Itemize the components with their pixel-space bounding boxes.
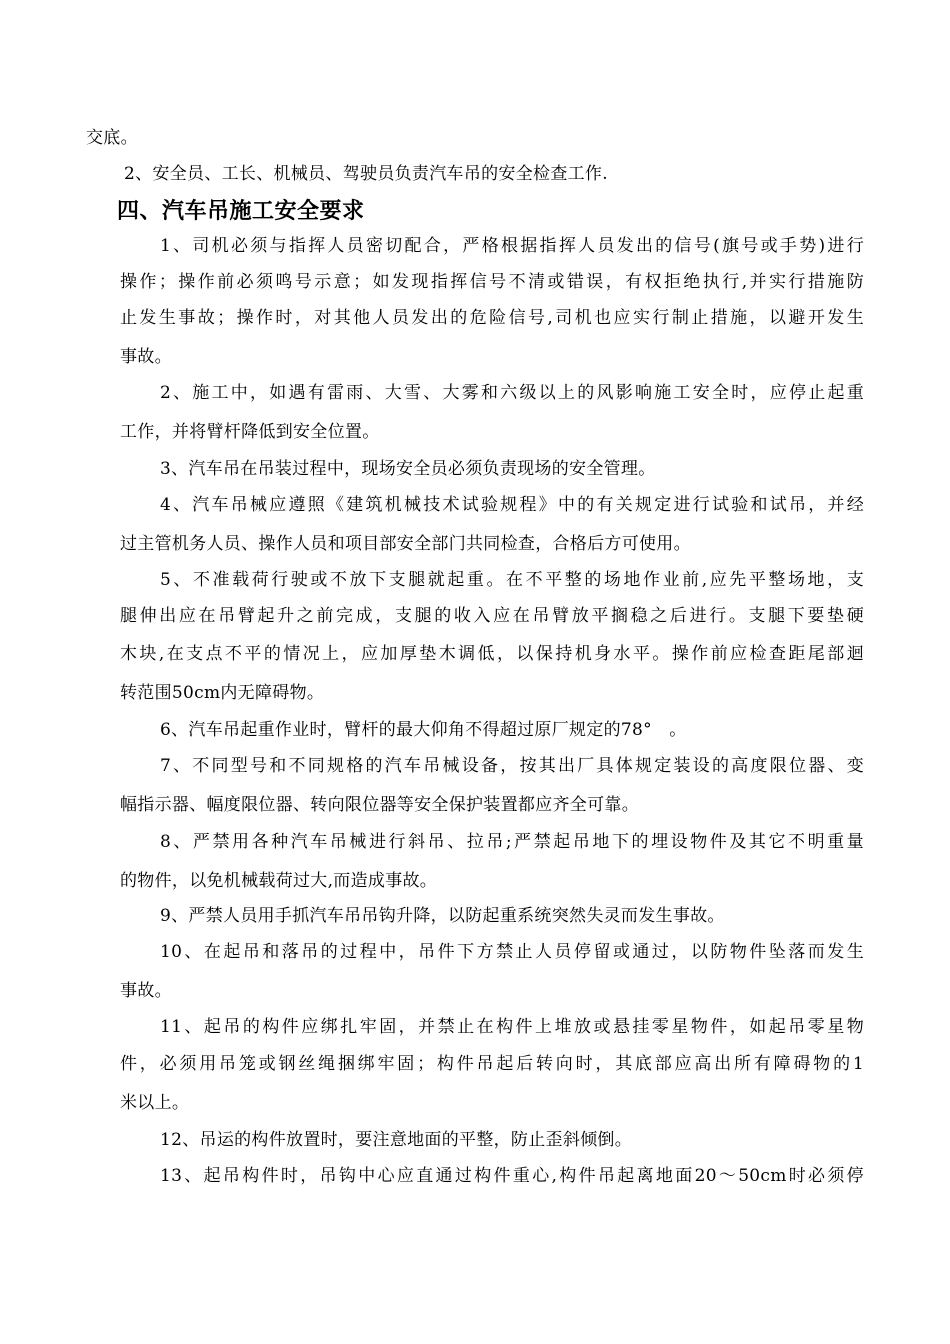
rule-13-line-1: 13、起吊构件时，吊钩中心应直通过构件重心,构件吊起离地面20～50cm时必须停 — [160, 1166, 864, 1186]
rule-2-line-2: 工作，并将臂杆降低到安全位置。 — [120, 422, 380, 442]
rule-5-line-2: 腿伸出应在吊臂起升之前完成，支腿的收入应在吊臂放平搁稳之后进行。支腿下要垫硬 — [120, 606, 864, 626]
rule-4-line-1: 4、汽车吊械应遵照《建筑机械技术试验规程》中的有关规定进行试验和试吊，并经 — [160, 495, 864, 515]
rule-1-line-2: 操作；操作前必须鸣号示意；如发现指挥信号不清或错误，有权拒绝执行,并实行措施防 — [120, 272, 864, 292]
rule-1-line-1: 1、司机必须与指挥人员密切配合，严格根据指挥人员发出的信号(旗号或手势)进行 — [160, 236, 864, 256]
rule-9-line-1: 9、严禁人员用手抓汽车吊吊钩升降，以防起重系统突然失灵而发生事故。 — [160, 906, 725, 926]
rule-3-line-1: 3、汽车吊在吊装过程中，现场安全员必须负责现场的安全管理。 — [160, 459, 656, 479]
rule-5-line-3: 木块,在支点不平的情况上，应加厚垫木调低，以保持机身水平。操作前应检查距尾部迴 — [120, 644, 864, 664]
item-2-text: 2、安全员、工长、机械员、驾驶员负责汽车吊的安全检查工作. — [124, 164, 608, 184]
rule-10-line-1: 10、在起吊和落吊的过程中，吊件下方禁止人员停留或通过，以防物件坠落而发生 — [160, 942, 864, 962]
section-title: 四、汽车吊施工安全要求 — [117, 199, 365, 224]
rule-11-line-2: 件，必须用吊笼或钢丝绳捆绑牢固；构件吊起后转向时，其底部应高出所有障碍物的1 — [120, 1054, 864, 1074]
rule-5-line-4: 转范围50cm内无障碍物。 — [120, 683, 325, 703]
rule-8-line-1: 8、严禁用各种汽车吊械进行斜吊、拉吊;严禁起吊地下的埋设物件及其它不明重量 — [160, 832, 864, 852]
rule-7-line-1: 7、不同型号和不同规格的汽车吊械设备，按其出厂具体规定装设的高度限位器、变 — [160, 756, 864, 776]
rule-6-line-1: 6、汽车吊起重作业时，臂杆的最大仰角不得超过原厂规定的78° 。 — [160, 720, 687, 740]
rule-12-line-1: 12、吊运的构件放置时，要注意地面的平整，防止歪斜倾倒。 — [160, 1130, 633, 1150]
rule-1-line-4: 事故。 — [120, 347, 172, 367]
rule-10-line-2: 事故。 — [120, 981, 172, 1001]
rule-11-line-3: 米以上。 — [120, 1093, 190, 1113]
rule-5-line-1: 5、不准载荷行驶或不放下支腿就起重。在不平整的场地作业前,应先平整场地，支 — [160, 570, 864, 590]
intro-tail-text: 交底。 — [86, 128, 138, 148]
rule-1-line-3: 止发生事故；操作时，对其他人员发出的危险信号,司机也应实行制止措施，以避开发生 — [120, 308, 864, 328]
rule-4-line-2: 过主管机务人员、操作人员和项目部安全部门共同检查，合格后方可使用。 — [120, 534, 691, 554]
rule-2-line-1: 2、施工中，如遇有雷雨、大雪、大雾和六级以上的风影响施工安全时，应停止起重 — [160, 383, 864, 403]
rule-11-line-1: 11、起吊的构件应绑扎牢固，并禁止在构件上堆放或悬挂零星物件，如起吊零星物 — [160, 1017, 864, 1037]
rule-7-line-2: 幅指示器、幅度限位器、转向限位器等安全保护装置都应齐全可靠。 — [120, 795, 639, 815]
rule-8-line-2: 的物件，以免机械载荷过大,而造成事故。 — [120, 871, 438, 891]
